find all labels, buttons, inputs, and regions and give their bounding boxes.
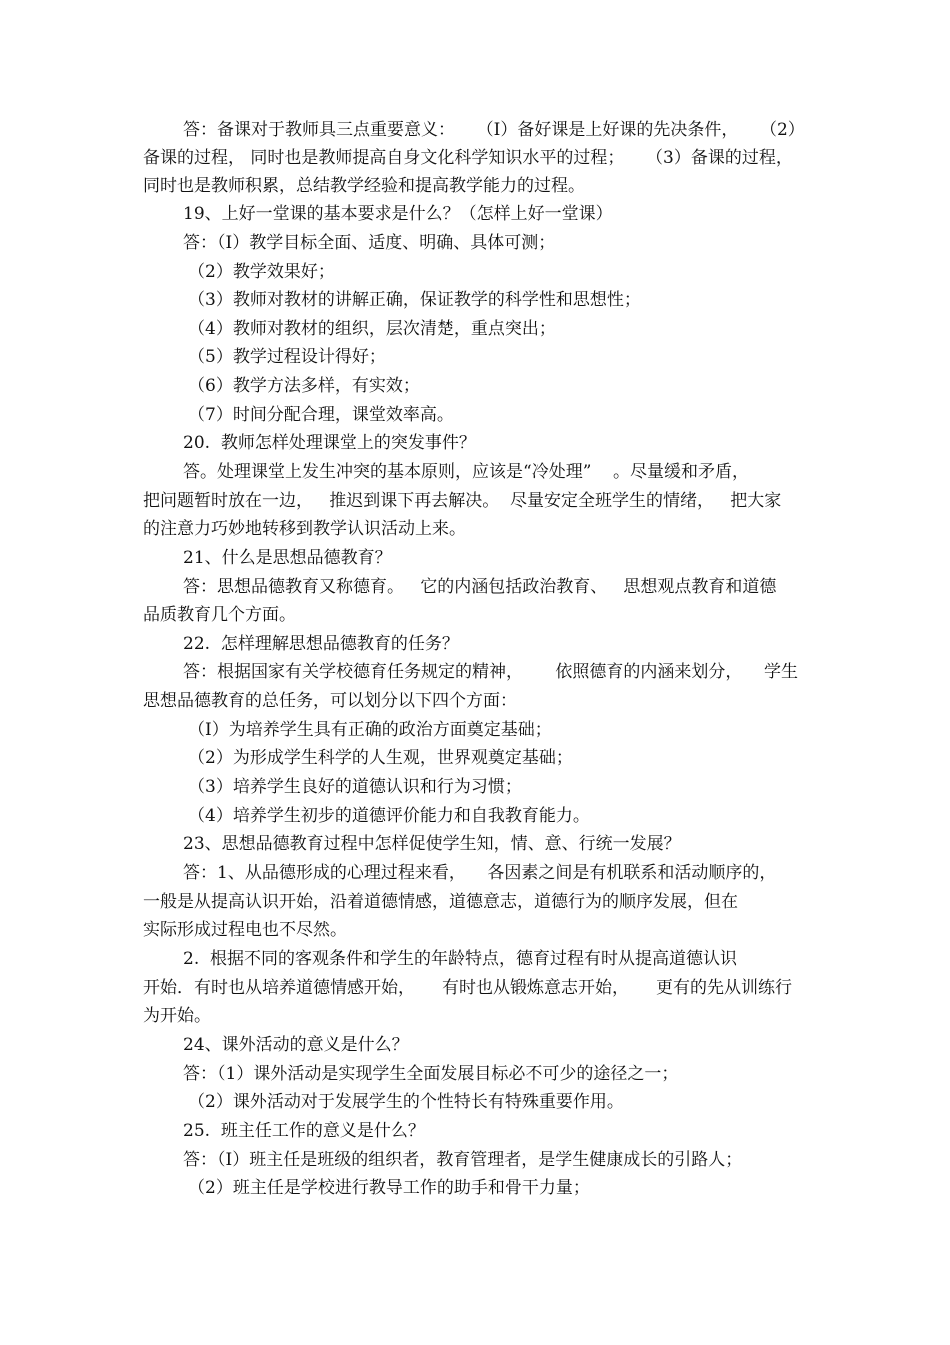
answer-19-item-3: （3）教师对教材的讲解正确，保证教学的科学性和思想性； xyxy=(188,290,641,310)
answer-23-line-3: 实际形成过程电也不尽然。 xyxy=(143,920,347,940)
question-19: 19、上好一堂课的基本要求是什么？（怎样上好一堂课） xyxy=(183,204,613,224)
answer-22-line-2: 思想品德教育的总任务，可以划分以下四个方面： xyxy=(143,691,517,711)
answer-22-line-1: 答：根据国家有关学校德育任务规定的精神， 依照德育的内涵来划分， 学生 xyxy=(183,662,799,682)
answer-25-item-1: 答：（I）班主任是班级的组织者，教育管理者，是学生健康成长的引路人； xyxy=(183,1150,743,1170)
answer-22-item-1: （I）为培养学生具有正确的政治方面奠定基础； xyxy=(188,720,552,740)
question-22: 22. 怎样理解思想品德教育的任务？ xyxy=(183,634,459,654)
question-23: 23、思想品德教育过程中怎样促使学生知，情、意、行统一发展？ xyxy=(183,834,681,854)
answer-20-line-2: 把问题暂时放在一边， 推迟到课下再去解决。 尽量安定全班学生的情绪， 把大家 xyxy=(143,491,782,511)
answer-19-item-6: （6）教学方法多样，有实效； xyxy=(188,376,420,396)
answer-23-line-5: 开始．有时也从培养道德情感开始， 有时也从锻炼意志开始， 更有的先从训练行 xyxy=(143,978,793,998)
answer-24-item-1: 答：（1）课外活动是实现学生全面发展目标必不可少的途径之一； xyxy=(183,1064,679,1084)
answer-21-line-2: 品质教育几个方面。 xyxy=(143,605,296,625)
answer-19-item-4: （4）教师对教材的组织，层次清楚，重点突出； xyxy=(188,319,556,339)
answer-22-item-3: （3）培养学生良好的道德认识和行为习惯； xyxy=(188,777,522,797)
answer-23-line-1: 答：1、从品德形成的心理过程来看， 各因素之间是有机联系和活动顺序的， xyxy=(183,863,777,883)
question-20: 20. 教师怎样处理课堂上的突发事件？ xyxy=(183,433,476,453)
answer-19-item-2: （2）教学效果好； xyxy=(188,262,335,282)
question-24: 24、课外活动的意义是什么？ xyxy=(183,1035,409,1055)
answer-23-line-6: 为开始。 xyxy=(143,1006,211,1026)
answer-22-item-2: （2）为形成学生科学的人生观，世界观奠定基础； xyxy=(188,748,573,768)
answer-23-line-2: 一般是从提高认识开始，沿着道德情感，道德意志，道德行为的顺序发展，但在 xyxy=(143,892,738,912)
answer-20-line-1: 答。处理课堂上发生冲突的基本原则，应该是“冷处理” 。尽量缓和矛盾， xyxy=(183,462,749,482)
answer-25-item-2: （2）班主任是学校进行教导工作的助手和骨干力量； xyxy=(188,1178,590,1198)
answer-18-line-3: 同时也是教师积累，总结教学经验和提高教学能力的过程。 xyxy=(143,176,585,196)
answer-18-line-2: 备课的过程， 同时也是教师提高自身文化科学知识水平的过程； （3）备课的过程， xyxy=(143,148,793,168)
answer-23-line-4: 2. 根据不同的客观条件和学生的年龄特点，德育过程有时从提高道德认识 xyxy=(183,949,738,969)
answer-22-item-4: （4）培养学生初步的道德评价能力和自我教育能力。 xyxy=(188,806,590,826)
answer-18-line-1: 答：备课对于教师具三点重要意义： （I）备好课是上好课的先决条件， （2） xyxy=(183,120,805,140)
question-25: 25. 班主任工作的意义是什么？ xyxy=(183,1121,425,1141)
answer-19-line-1: 答：（I）教学目标全面、适度、明确、具体可测； xyxy=(183,233,556,253)
answer-24-item-2: （2）课外活动对于发展学生的个性特长有特殊重要作用。 xyxy=(188,1092,624,1112)
question-21: 21、什么是思想品德教育？ xyxy=(183,548,392,568)
answer-19-item-5: （5）教学过程设计得好； xyxy=(188,347,386,367)
answer-21-line-1: 答：思想品德教育又称德育。 它的内涵包括政治教育、 思想观点教育和道德 xyxy=(183,577,777,597)
answer-19-item-7: （7）时间分配合理，课堂效率高。 xyxy=(188,405,454,425)
answer-20-line-3: 的注意力巧妙地转移到教学认识活动上来。 xyxy=(143,519,466,539)
